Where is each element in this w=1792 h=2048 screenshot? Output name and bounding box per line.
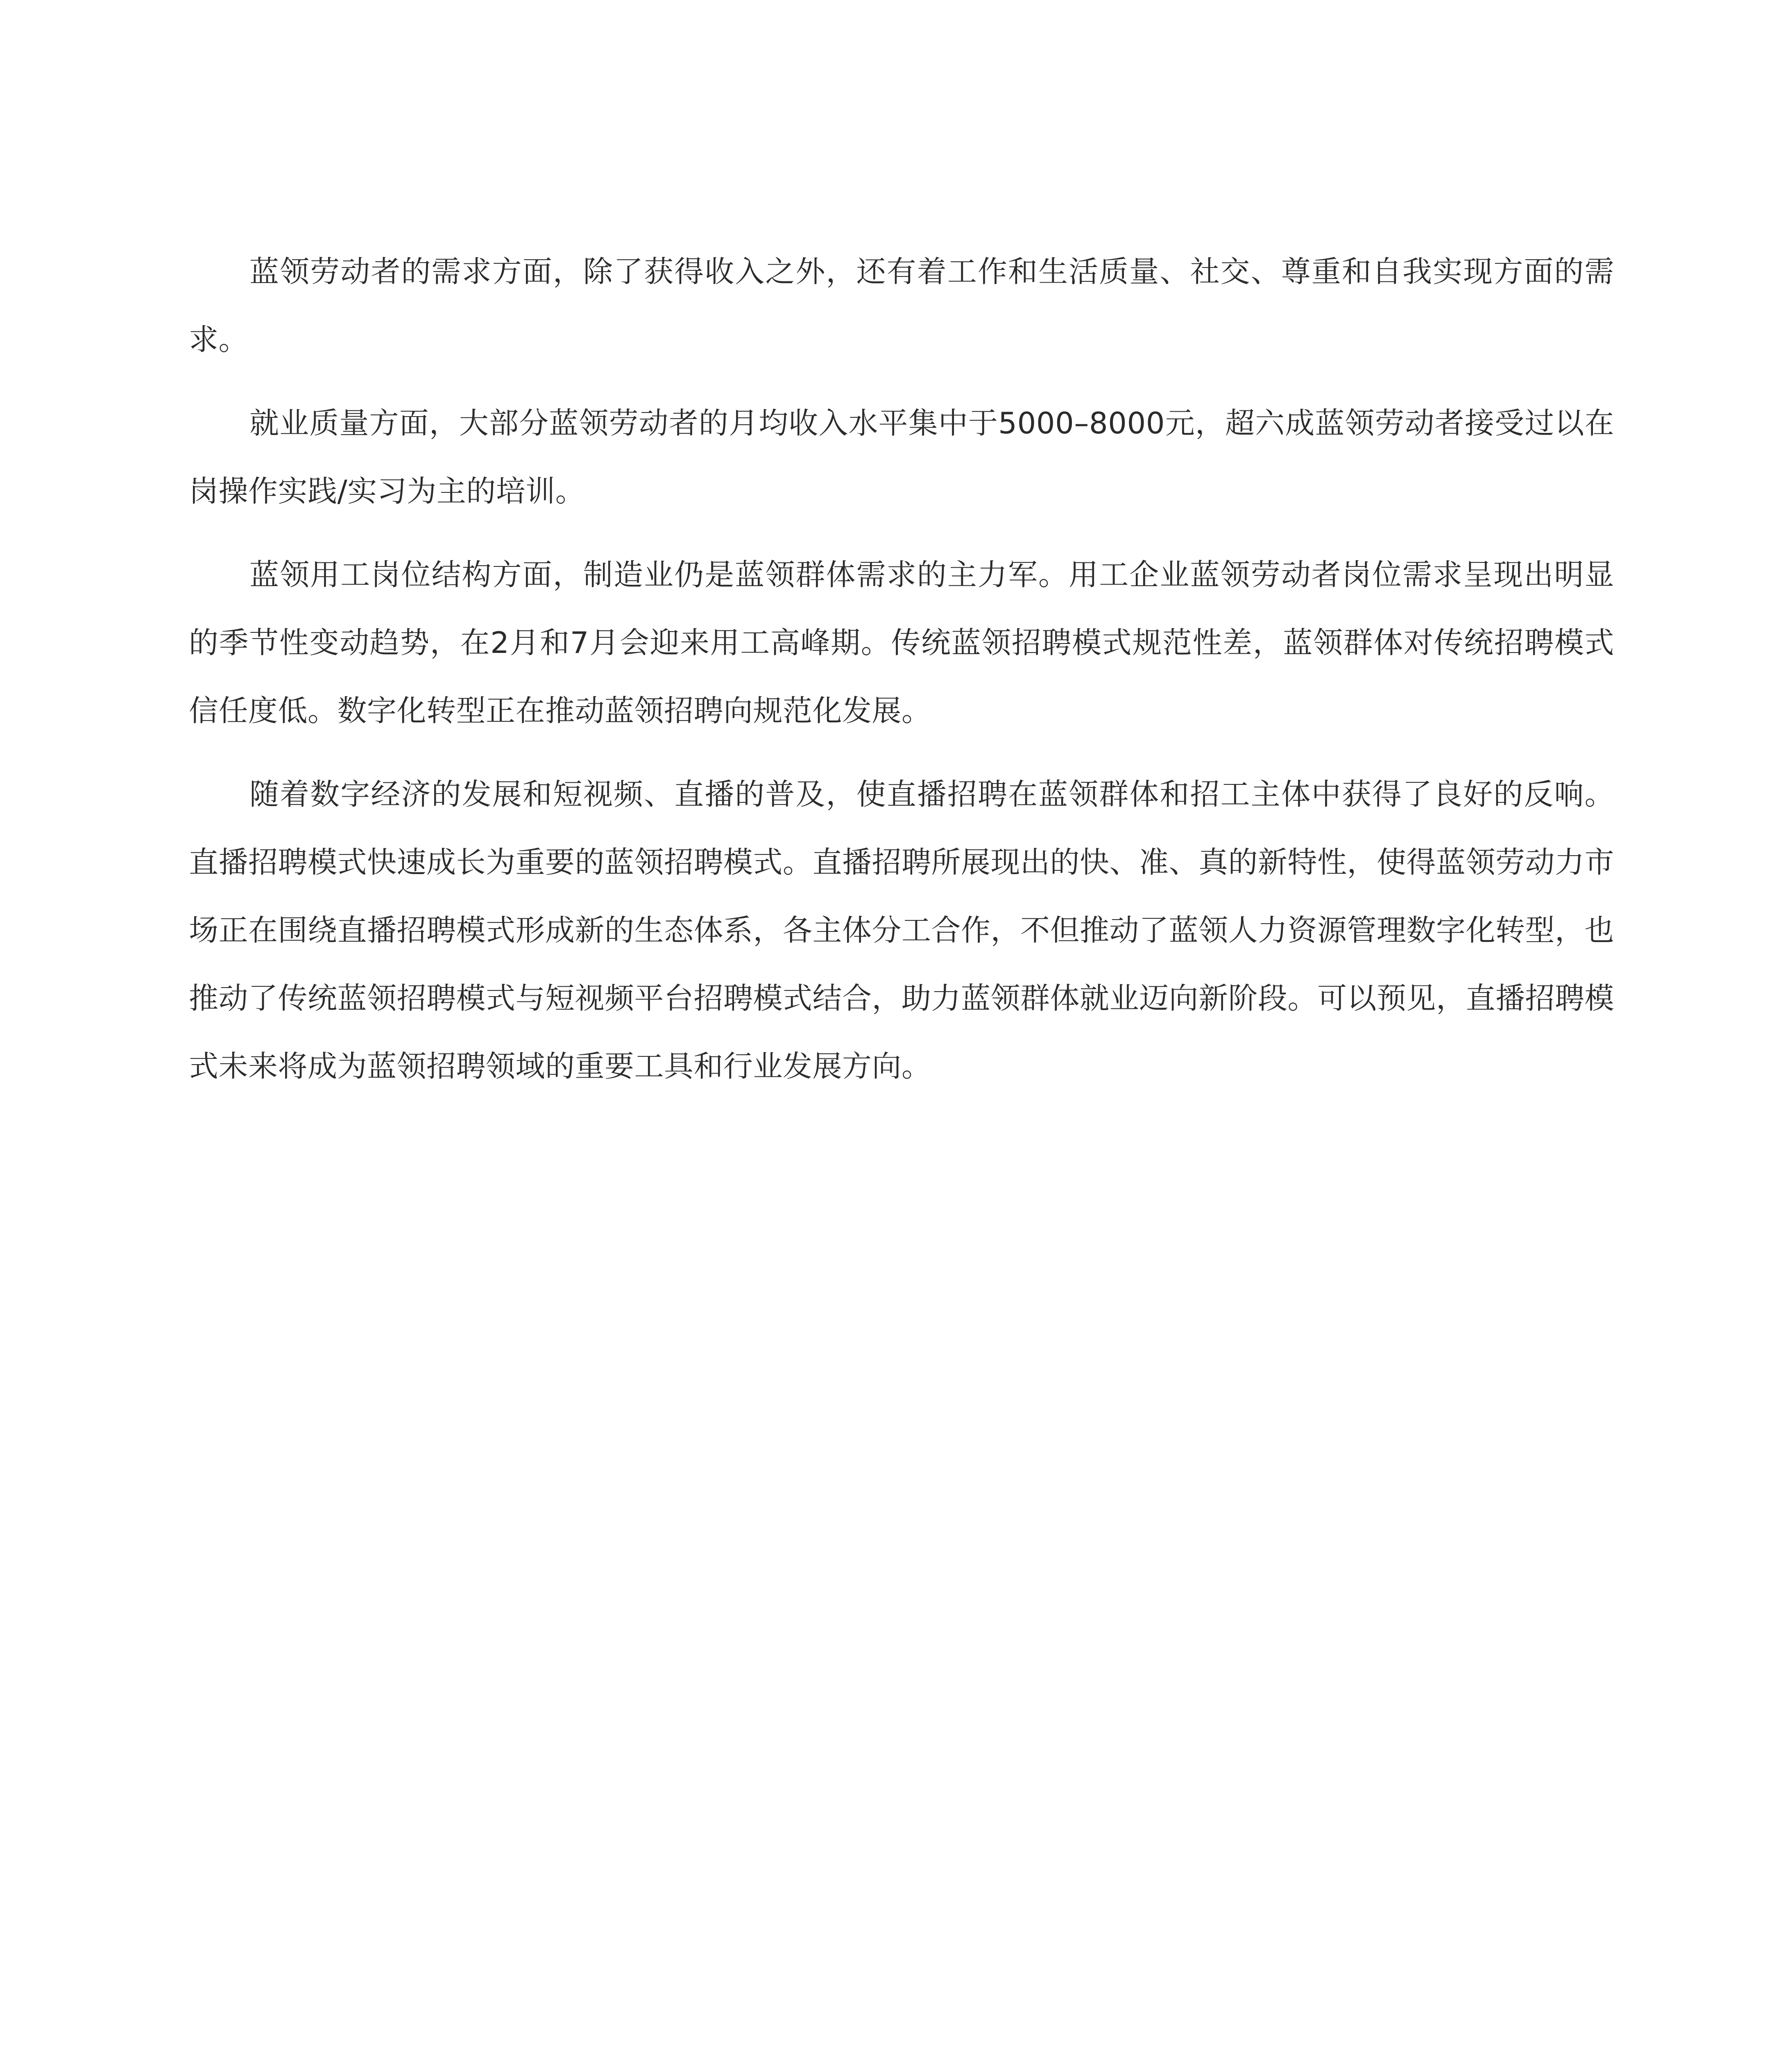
body-text — [189, 238, 1614, 1116]
paragraph-employment-quality: 就业质量方面，大部分蓝领劳动者的月均收入水平集中于5000–8000元，超六成蓝领劳动者接受过以在岗操作实践/实习为主的培训。 — [189, 406, 1614, 508]
paragraph-live-recruitment: 随着数字经济的发展和短视频、直播的普及，使直播招聘在蓝领群体和招工主体中获得了良好的反响。直播招聘模式快速成长为重要的蓝领招聘模式。直播招聘所展现出的快、准、真的新特性，使得蓝领劳动力市场正在围绕直播招聘模式形成新的生态体系，各主体分工合作，不但推动了蓝领人力资源管理数字化转型，也推动了传统蓝领招聘模式与短视频平台招聘模式结合，助力蓝领群体就业迈向新阶段。可以预见，直播招聘模式未来将成为蓝领招聘领域的重要工具和行业发展方向。 — [189, 777, 1615, 1083]
paragraph-job-structure: 蓝领用工岗位结构方面，制造业仍是蓝领群体需求的主力军。用工企业蓝领劳动者岗位需求呈现出明显的季节性变动趋势，在2月和7月会迎来用工高峰期。传统蓝领招聘模式规范性差，蓝领群体对传统招聘模式信任度低。数字化转型正在推动蓝领招聘向规范化发展。 — [189, 557, 1614, 728]
paragraph-needs: 蓝领劳动者的需求方面，除了获得收入之外，还有着工作和生活质量、社交、尊重和自我实现方面的需求。 — [189, 254, 1614, 357]
